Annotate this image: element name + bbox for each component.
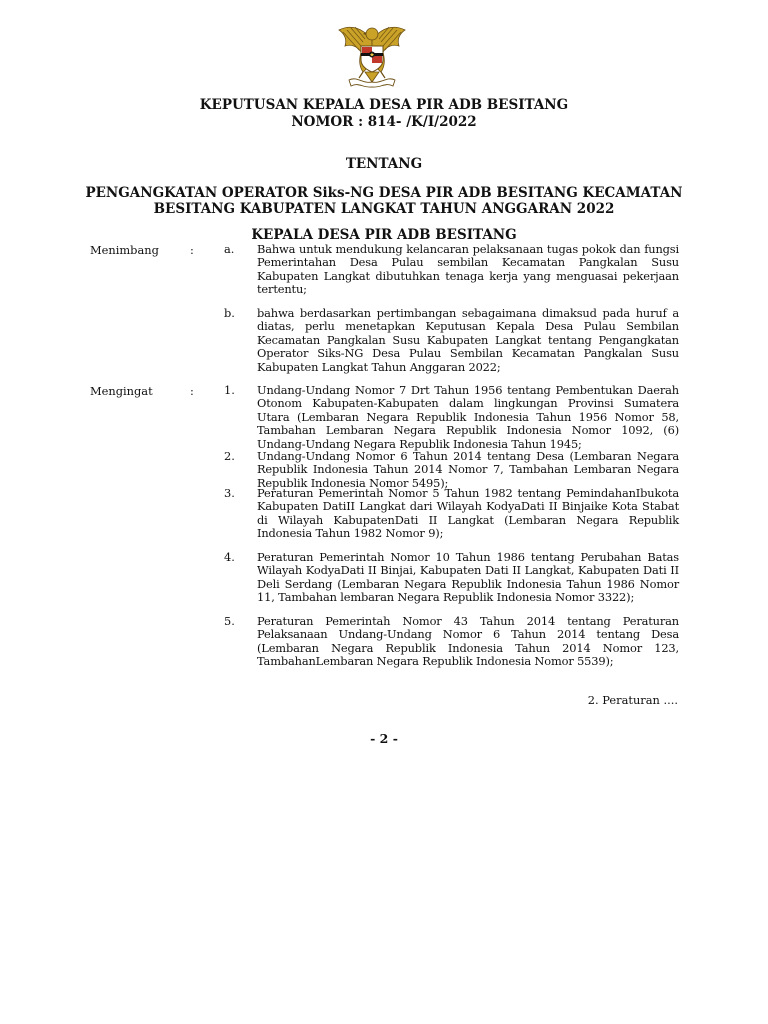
page-number: - 2 - xyxy=(370,731,398,746)
issuer-title: KEPALA DESA PIR ADB BESITANG xyxy=(251,227,517,243)
mengingat-item-5-text: Peraturan Pemerintah Nomor 43 Tahun 2014 tentang Peraturan Pelaksanaan Undang-Undang Nomor 6 Tahun 2014 tentang Desa (Lembaran Negara Republik Indonesia Tahun 2014 Nomor 123, TambahanLembaran Negara Republik Indonesia Nomor 5539); xyxy=(257,614,679,669)
menimbang-label: Menimbang xyxy=(90,243,159,257)
subject-line-2: BESITANG KABUPATEN LANGKAT TAHUN ANGGARAN 2022 xyxy=(153,201,615,217)
mengingat-item-3-marker: 3. xyxy=(224,486,235,500)
mengingat-item-4-marker: 4. xyxy=(224,550,235,564)
mengingat-item-5-marker: 5. xyxy=(224,614,235,628)
menimbang-colon: : xyxy=(190,243,194,257)
mengingat-item-2-text: Undang-Undang Nomor 6 Tahun 2014 tentang Desa (Lembaran Negara Republik Indonesia Tahun 2014 Nomor 7, Tambahan Lembaran Negara Republik Indonesia Nomor 5495); xyxy=(257,449,679,490)
mengingat-item-2-marker: 2. xyxy=(224,449,235,463)
mengingat-label: Mengingat xyxy=(90,384,153,398)
continuation-note: 2. Peraturan .... xyxy=(587,693,678,707)
mengingat-item-4-text: Peraturan Pemerintah Nomor 10 Tahun 1986 tentang Perubahan Batas Wilayah KodyaDati II Binjai, Kabupaten Dati II Langkat, Kabupaten Dati II Deli Serdang (Lembaran Negara Republik Indonesia Tahun 1986 Nomor 11, Tambahan lembaran Negara Republik Indonesia Nomor 3322); xyxy=(257,550,679,605)
subject-line-1: PENGANGKATAN OPERATOR Siks-NG DESA PIR ADB BESITANG KECAMATAN xyxy=(85,185,683,201)
about-label: TENTANG xyxy=(345,156,423,172)
menimbang-item-b-text: bahwa berdasarkan pertimbangan sebagaimana dimaksud pada huruf a diatas, perlu menetapkan Keputusan Kepala Desa Pulau Sembilan Kecamatan Pangkalan Susu Kabupaten Langkat tentang Pengangkatan Operator Siks-NG Desa Pulau Sembilan Kecamatan Pangkalan Susu Kabupaten Langkat Tahun Anggaran 2022; xyxy=(257,306,679,374)
mengingat-item-1-marker: 1. xyxy=(224,383,235,397)
menimbang-item-b-marker: b. xyxy=(224,306,235,320)
garuda-emblem-icon xyxy=(333,20,411,92)
decree-number: NOMOR : 814- /K/I/2022 xyxy=(291,114,477,130)
decree-title: KEPUTUSAN KEPALA DESA PIR ADB BESITANG xyxy=(199,97,569,113)
mengingat-colon: : xyxy=(190,384,194,398)
menimbang-item-a-text: Bahwa untuk mendukung kelancaran pelaksanaan tugas pokok dan fungsi Pemerintahan Desa Pulau sembilan Kecamatan Pangkalan Susu Kabupaten Langkat dibutuhkan tenaga kerja yang menguasai pekerjaan tertentu; xyxy=(257,242,679,297)
menimbang-item-a-marker: a. xyxy=(224,242,235,256)
mengingat-item-3-text: Peraturan Pemerintah Nomor 5 Tahun 1982 tentang PemindahanIbukota Kabupaten DatiII Langkat dari Wilayah KodyaDati II Binjaike Kota Stabat di Wilayah KabupatenDati II Langkat (Lembaran Negara Republik Indonesia Tahun 1982 Nomor 9); xyxy=(257,486,679,541)
mengingat-item-1-text: Undang-Undang Nomor 7 Drt Tahun 1956 tentang Pembentukan Daerah Otonom Kabupaten-Kabupaten dalam lingkungan Provinsi Sumatera Utara (Lembaran Negara Republik Indonesia Tahun 1956 Nomor 58, Tambahan Lembaran Negara Republik Indonesia Nomor 1092, (6) Undang-Undang Negara Republik Indonesia Tahun 1945; xyxy=(257,383,679,451)
